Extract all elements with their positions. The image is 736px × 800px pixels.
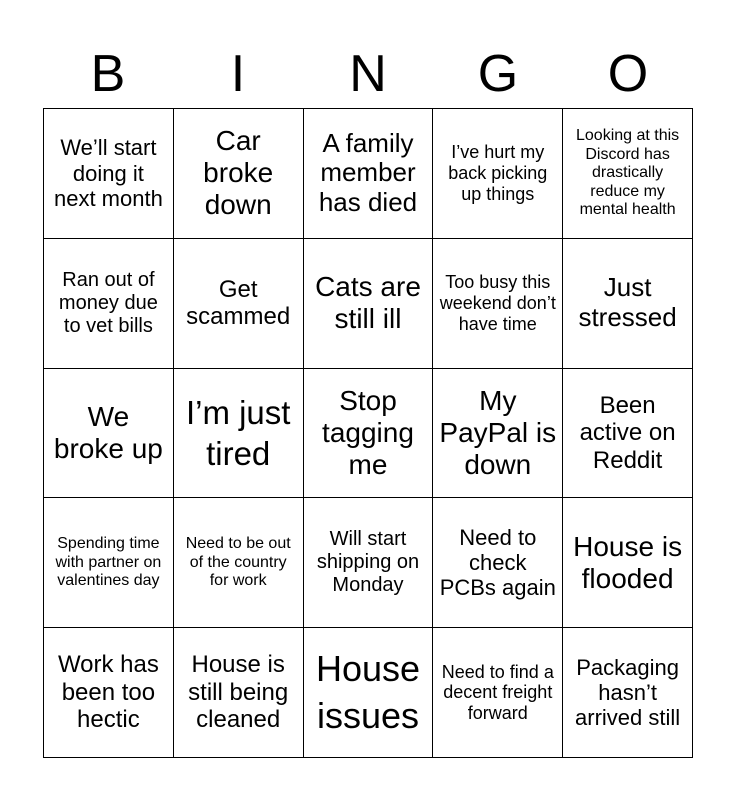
- header-letter-o: O: [607, 45, 649, 103]
- cell-text: House issues: [315, 647, 421, 736]
- cell-text: Too busy this weekend don’t have time: [439, 272, 556, 334]
- cell-text: We’ll start doing it next month: [53, 135, 163, 212]
- header-letter-b: B: [90, 45, 126, 103]
- cell-text: Been active on Reddit: [579, 391, 676, 474]
- cell-text: We broke up: [53, 400, 163, 464]
- cell-text: Car broke down: [203, 125, 274, 221]
- cell-text: Packaging hasn’t arrived still: [575, 654, 681, 731]
- cell-text: Looking at this Discord has drastically reduce my mental health: [576, 127, 680, 218]
- bingo-cell-r5-c3[interactable]: [304, 628, 434, 758]
- bingo-cell-r1-c2[interactable]: [174, 109, 304, 239]
- cell-text: Ran out of money due to vet bills: [58, 268, 158, 337]
- bingo-cell-r1-c3[interactable]: [304, 109, 434, 239]
- bingo-cell-r5-c1[interactable]: [44, 628, 174, 758]
- bingo-cell-r4-c1[interactable]: [44, 498, 174, 628]
- cell-text: Need to be out of the country for work: [185, 535, 291, 589]
- cell-text: Just stressed: [578, 272, 677, 333]
- cell-text: Need to check PCBs again: [439, 524, 556, 601]
- cell-text: Cats are still ill: [315, 271, 421, 335]
- bingo-cell-r1-c4[interactable]: [433, 109, 563, 239]
- header-letter-i: I: [230, 45, 246, 103]
- bingo-cell-r5-c2[interactable]: [174, 628, 304, 758]
- cell-text: I’ve hurt my back picking up things: [448, 142, 548, 204]
- bingo-cell-r4-c2[interactable]: [174, 498, 304, 628]
- cell-text: Spending time with partner on valentines day: [55, 535, 162, 589]
- bingo-cell-r2-c5[interactable]: [563, 239, 693, 369]
- cell-text: Stop tagging me: [322, 384, 414, 481]
- bingo-cell-r2-c4[interactable]: [433, 239, 563, 369]
- cell-text: I’m just tired: [185, 393, 291, 472]
- bingo-cell-r1-c1[interactable]: [44, 109, 174, 239]
- cell-text: A family member has died: [318, 127, 418, 218]
- cell-text: Need to find a decent freight forward: [441, 661, 554, 723]
- bingo-cell-r3-c2[interactable]: [174, 369, 304, 499]
- bingo-header: [43, 40, 693, 108]
- bingo-cell-r4-c5[interactable]: [563, 498, 693, 628]
- cell-text: House is flooded: [573, 530, 683, 594]
- bingo-cell-r3-c1[interactable]: [44, 369, 174, 499]
- cell-text: House is still being cleaned: [188, 651, 289, 734]
- bingo-cell-r5-c4[interactable]: [433, 628, 563, 758]
- bingo-cell-r1-c5[interactable]: [563, 109, 693, 239]
- cell-text: Get scammed: [186, 275, 291, 331]
- bingo-cell-r5-c5[interactable]: [563, 628, 693, 758]
- bingo-cell-r4-c4[interactable]: [433, 498, 563, 628]
- header-letter-n: N: [349, 45, 387, 103]
- header-letter-g: G: [477, 45, 519, 103]
- cell-text: Work has been too hectic: [57, 651, 159, 734]
- bingo-cell-r3-c4[interactable]: [433, 369, 563, 499]
- bingo-cell-r2-c3[interactable]: [304, 239, 434, 369]
- cell-text: My PayPal is down: [439, 384, 557, 481]
- bingo-cell-r2-c2[interactable]: [174, 239, 304, 369]
- bingo-cell-r4-c3[interactable]: [304, 498, 434, 628]
- bingo-board: [43, 108, 693, 758]
- cell-text: Will start shipping on Monday: [316, 528, 420, 597]
- bingo-cell-r2-c1[interactable]: [44, 239, 174, 369]
- bingo-cell-r3-c3[interactable]: [304, 369, 434, 499]
- bingo-cell-r3-c5[interactable]: [563, 369, 693, 499]
